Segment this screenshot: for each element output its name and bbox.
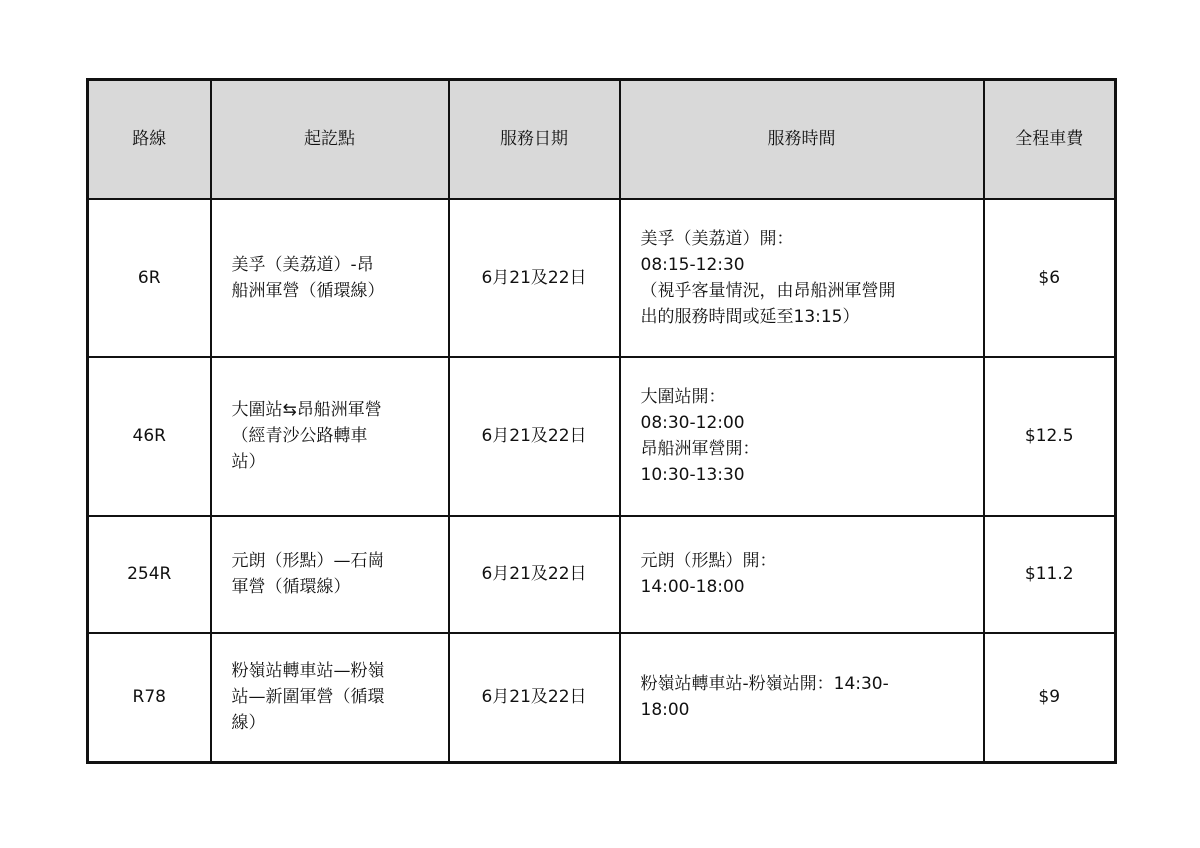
route-number: 6R: [88, 199, 211, 357]
table-header-row: [88, 80, 1116, 199]
service-hours: 粉嶺站轉車站-粉嶺站開：14:30- 18:00: [620, 633, 984, 763]
service-hours: 美孚（美荔道）開： 08:15-12:30 （視乎客量情況，由昂船洲軍營開 出的服務時間或延至13:15）: [620, 199, 984, 357]
fare: $9: [984, 633, 1116, 763]
service-hours: 元朗（形點）開： 14:00-18:00: [620, 516, 984, 633]
bus-route-table: [86, 78, 1117, 764]
fare: $11.2: [984, 516, 1116, 633]
service-dates: 6月21及22日: [449, 516, 620, 633]
route-endpoints: 粉嶺站轉車站—粉嶺 站—新圍軍營（循環 線）: [211, 633, 449, 763]
route-number: 46R: [88, 357, 211, 516]
table-row: [88, 633, 1116, 763]
table-row: [88, 199, 1116, 357]
service-dates: 6月21及22日: [449, 633, 620, 763]
table-row: [88, 516, 1116, 633]
route-number: 254R: [88, 516, 211, 633]
route-endpoints: 大圍站⇆昂船洲軍營 （經青沙公路轉車 站）: [211, 357, 449, 516]
fare: $12.5: [984, 357, 1116, 516]
header-service-hours: 服務時間: [620, 80, 984, 199]
table-row: [88, 357, 1116, 516]
service-dates: 6月21及22日: [449, 199, 620, 357]
service-dates: 6月21及22日: [449, 357, 620, 516]
route-endpoints: 元朗（形點）—石崗 軍營（循環線）: [211, 516, 449, 633]
header-fare: 全程車費: [984, 80, 1116, 199]
service-hours: 大圍站開： 08:30-12:00 昂船洲軍營開： 10:30-13:30: [620, 357, 984, 516]
header-endpoints: 起訖點: [211, 80, 449, 199]
route-number: R78: [88, 633, 211, 763]
fare: $6: [984, 199, 1116, 357]
header-route: 路線: [88, 80, 211, 199]
header-service-dates: 服務日期: [449, 80, 620, 199]
route-endpoints: 美孚（美荔道）-昂 船洲軍營（循環線）: [211, 199, 449, 357]
